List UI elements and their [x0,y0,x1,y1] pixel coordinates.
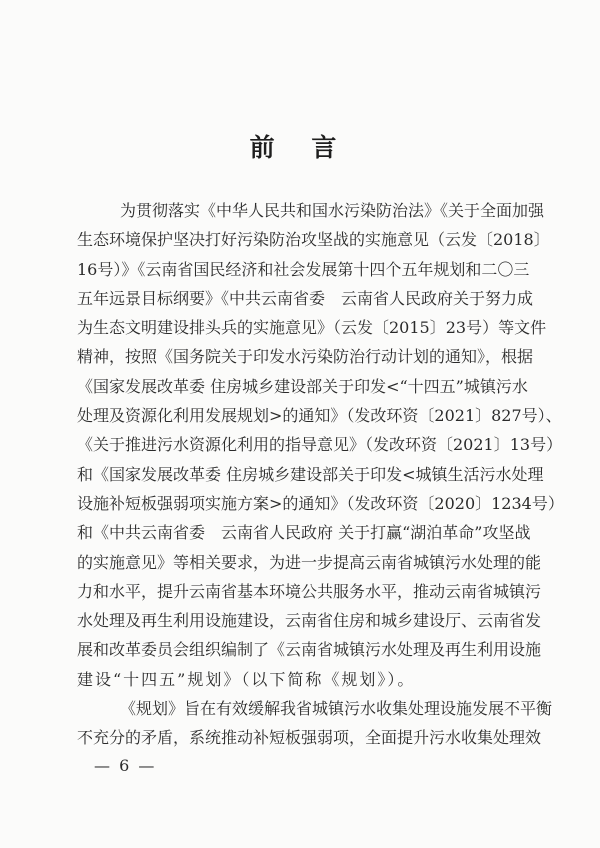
paragraph-1-line: 五年远景目标纲要》《中共云南省委 云南省人民政府关于努力成 [77,288,534,308]
paragraph-1-line: 处理及资源化利用发展规划>的通知》（发改环资〔2021〕827号）、 [77,406,562,426]
paragraph-2-line: 不充分的矛盾，系统推动补短板强弱项，全面提升污水收集处理效 [77,728,542,748]
paragraph-1-line: 设施补短板强弱项实施方案>的通知》（发改环资〔2020〕1234号） [77,493,564,513]
paragraph-1-line: 水处理及再生利用设施建设，云南省住房和城乡建设厅、云南省发 [77,611,542,631]
paragraph-1-line: 的实施意见》等相关要求，为进一步提高云南省城镇污水处理的能 [77,552,542,572]
paragraph-1-line: 展和改革委员会组织编制了《云南省城镇污水处理及再生利用设施 [77,640,542,660]
paragraph-1-line: 为生态文明建设排头兵的实施意见》（云发〔2015〕23号）等文件 [77,318,547,338]
paragraph-1-line: 建设“十四五”规划》（以下简称《规划》）。 [77,669,416,689]
paragraph-2-line: 《规划》旨在有效缓解我省城镇污水收集处理设施发展不平衡 [120,699,553,719]
paragraph-1-line: 和《中共云南省委 云南省人民政府 关于打赢“湖泊革命”攻坚战 [77,523,531,543]
page-number: — 6 — [94,756,157,775]
paragraph-1-line: 为贯彻落实《中华人民共和国水污染防治法》《关于全面加强 [120,201,545,220]
paragraph-1-line: 和《国家发展改革委 住房城乡建设部关于印发<城镇生活污水处理 [77,464,544,484]
paragraph-1-line: 力和水平，提升云南省基本环境公共服务水平，推动云南省城镇污 [77,581,542,601]
paragraph-1-line: 16号）》《云南省国民经济和社会发展第十四个五年规划和二〇三 [77,259,530,279]
paragraph-1-line: 生态环境保护坚决打好污染防治攻坚战的实施意见（云发〔2018〕 [77,230,550,250]
paragraph-1-line: 精神，按照《国务院关于印发水污染防治行动计划的通知》，根据 [77,347,534,367]
document-body [77,196,564,753]
paragraph-1-line: 《关于推进污水资源化利用的指导意见》（发改环资〔2021〕13号） [77,435,563,455]
page-title: 前 言 [249,133,351,162]
paragraph-1-line: 《国家发展改革委 住房城乡建设部关于印发<“十四五”城镇污水 [77,376,528,396]
